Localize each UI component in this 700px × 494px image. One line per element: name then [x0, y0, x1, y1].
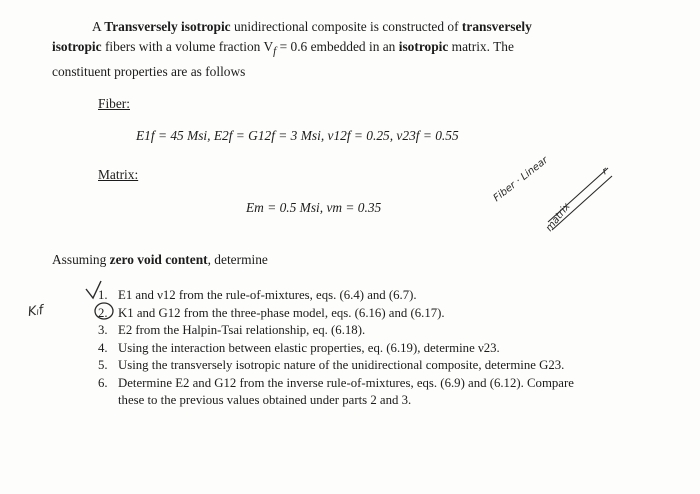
list-item: 6. Determine E2 and G12 from the inverse rule-of-mixtures, eqs. (6.9) and (6.12). Compare these to the previous values obtained under parts 2 and 3. — [98, 375, 574, 407]
fiber-equation: E1f = 45 Msi, E2f = G12f = 3 Msi, ν12f = 0.25, ν23f = 0.55 — [136, 128, 459, 143]
matrix-label: Matrix: — [98, 167, 139, 182]
list-item: 4. Using the interaction between elastic properties, eq. (6.19), determine ν23. — [98, 340, 500, 355]
assuming-line: Assuming zero void content, determine — [52, 252, 268, 267]
handwritten-fiber-note: Fiber · Linear — [491, 154, 551, 205]
list-item: 3. E2 from the Halpin-Tsai relationship, eq. (6.18). — [98, 323, 366, 337]
circle-mark-icon — [95, 303, 113, 319]
fiber-label: Fiber: — [98, 96, 130, 111]
list-item: 1. E1 and ν12 from the rule-of-mixtures, eqs. (6.4) and (6.7). — [98, 288, 417, 302]
handwritten-tail-note: r — [600, 165, 610, 178]
handwritten-left-note: Kₗf — [27, 303, 45, 320]
list-item: 2. K1 and G12 from the three-phase model, eqs. (6.16) and (6.17). — [98, 305, 445, 320]
matrix-equation: Em = 0.5 Msi, νm = 0.35 — [246, 200, 382, 215]
list-item: 5. Using the transversely isotropic nature of the unidirectional composite, determine G23. — [98, 358, 565, 372]
handwritten-matrix-note: matrix — [543, 201, 573, 234]
intro-line-1: A Transversely isotropic unidirectional composite is constructed of transversely — [92, 19, 532, 34]
checkmark-icon — [86, 281, 101, 298]
intro-line-3: constituent properties are as follows — [52, 63, 246, 79]
intro-line-2: isotropic fibers with a volume fraction $V_f = 0.6$ embedded in an isotropic matrix. The — [52, 39, 514, 58]
